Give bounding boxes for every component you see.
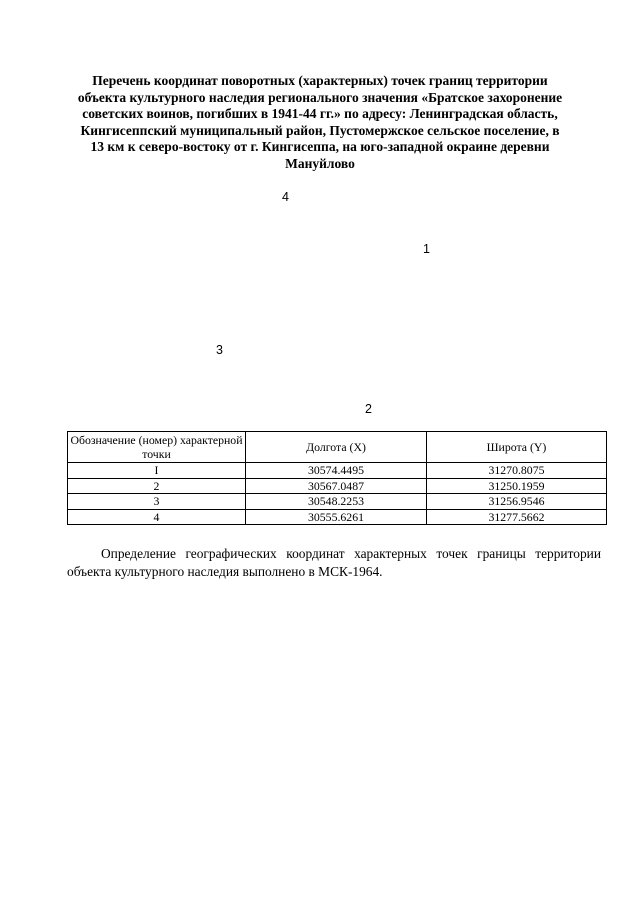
point-label-4: 4 [282,190,289,204]
table-header-row [68,432,607,463]
cell-point: 2 [68,478,246,494]
title-line: Перечень координат поворотных (характерных) точек границ территории [92,73,548,88]
point-label-2: 2 [365,402,372,416]
table-row [68,509,607,525]
header-longitude: Долгота (X) [246,432,427,463]
coordinates-table [67,431,607,525]
cell-point: I [68,463,246,479]
cell-x: 30574.4495 [246,463,427,479]
point-label-3: 3 [216,343,223,357]
document-title [60,73,580,173]
cell-x: 30548.2253 [246,494,427,510]
title-line: 13 км к северо-востоку от г. Кингисеппа, на юго-западной окраине деревни [90,139,550,155]
title-line: Кингисеппский муниципальный район, Пустомержское сельское поселение, в [80,122,560,138]
point-label-1: 1 [423,242,430,256]
cell-y: 31270.8075 [427,463,607,479]
cell-y: 31250.1959 [427,478,607,494]
header-latitude: Широта (Y) [427,432,607,463]
cell-y: 31277.5662 [427,509,607,525]
title-line: Мануйлово [285,155,355,171]
cell-point: 3 [68,494,246,510]
cell-y: 31256.9546 [427,494,607,510]
table-row [68,478,607,494]
table-row [68,494,607,510]
footer-note: Определение географических координат характерных точек границы территории объекта культурного наследия выполнено в МСК-1964. [67,546,601,579]
header-point-number: Обозначение (номер) характерной точки [68,432,246,463]
cell-point: 4 [68,509,246,525]
cell-x: 30555.6261 [246,509,427,525]
title-line: советских воинов, погибших в 1941-44 гг.» по адресу: Ленинградская область, [82,106,558,122]
cell-x: 30567.0487 [246,478,427,494]
title-line: объекта культурного наследия регионального значения «Братское захоронение [77,89,563,105]
table-row [68,463,607,479]
